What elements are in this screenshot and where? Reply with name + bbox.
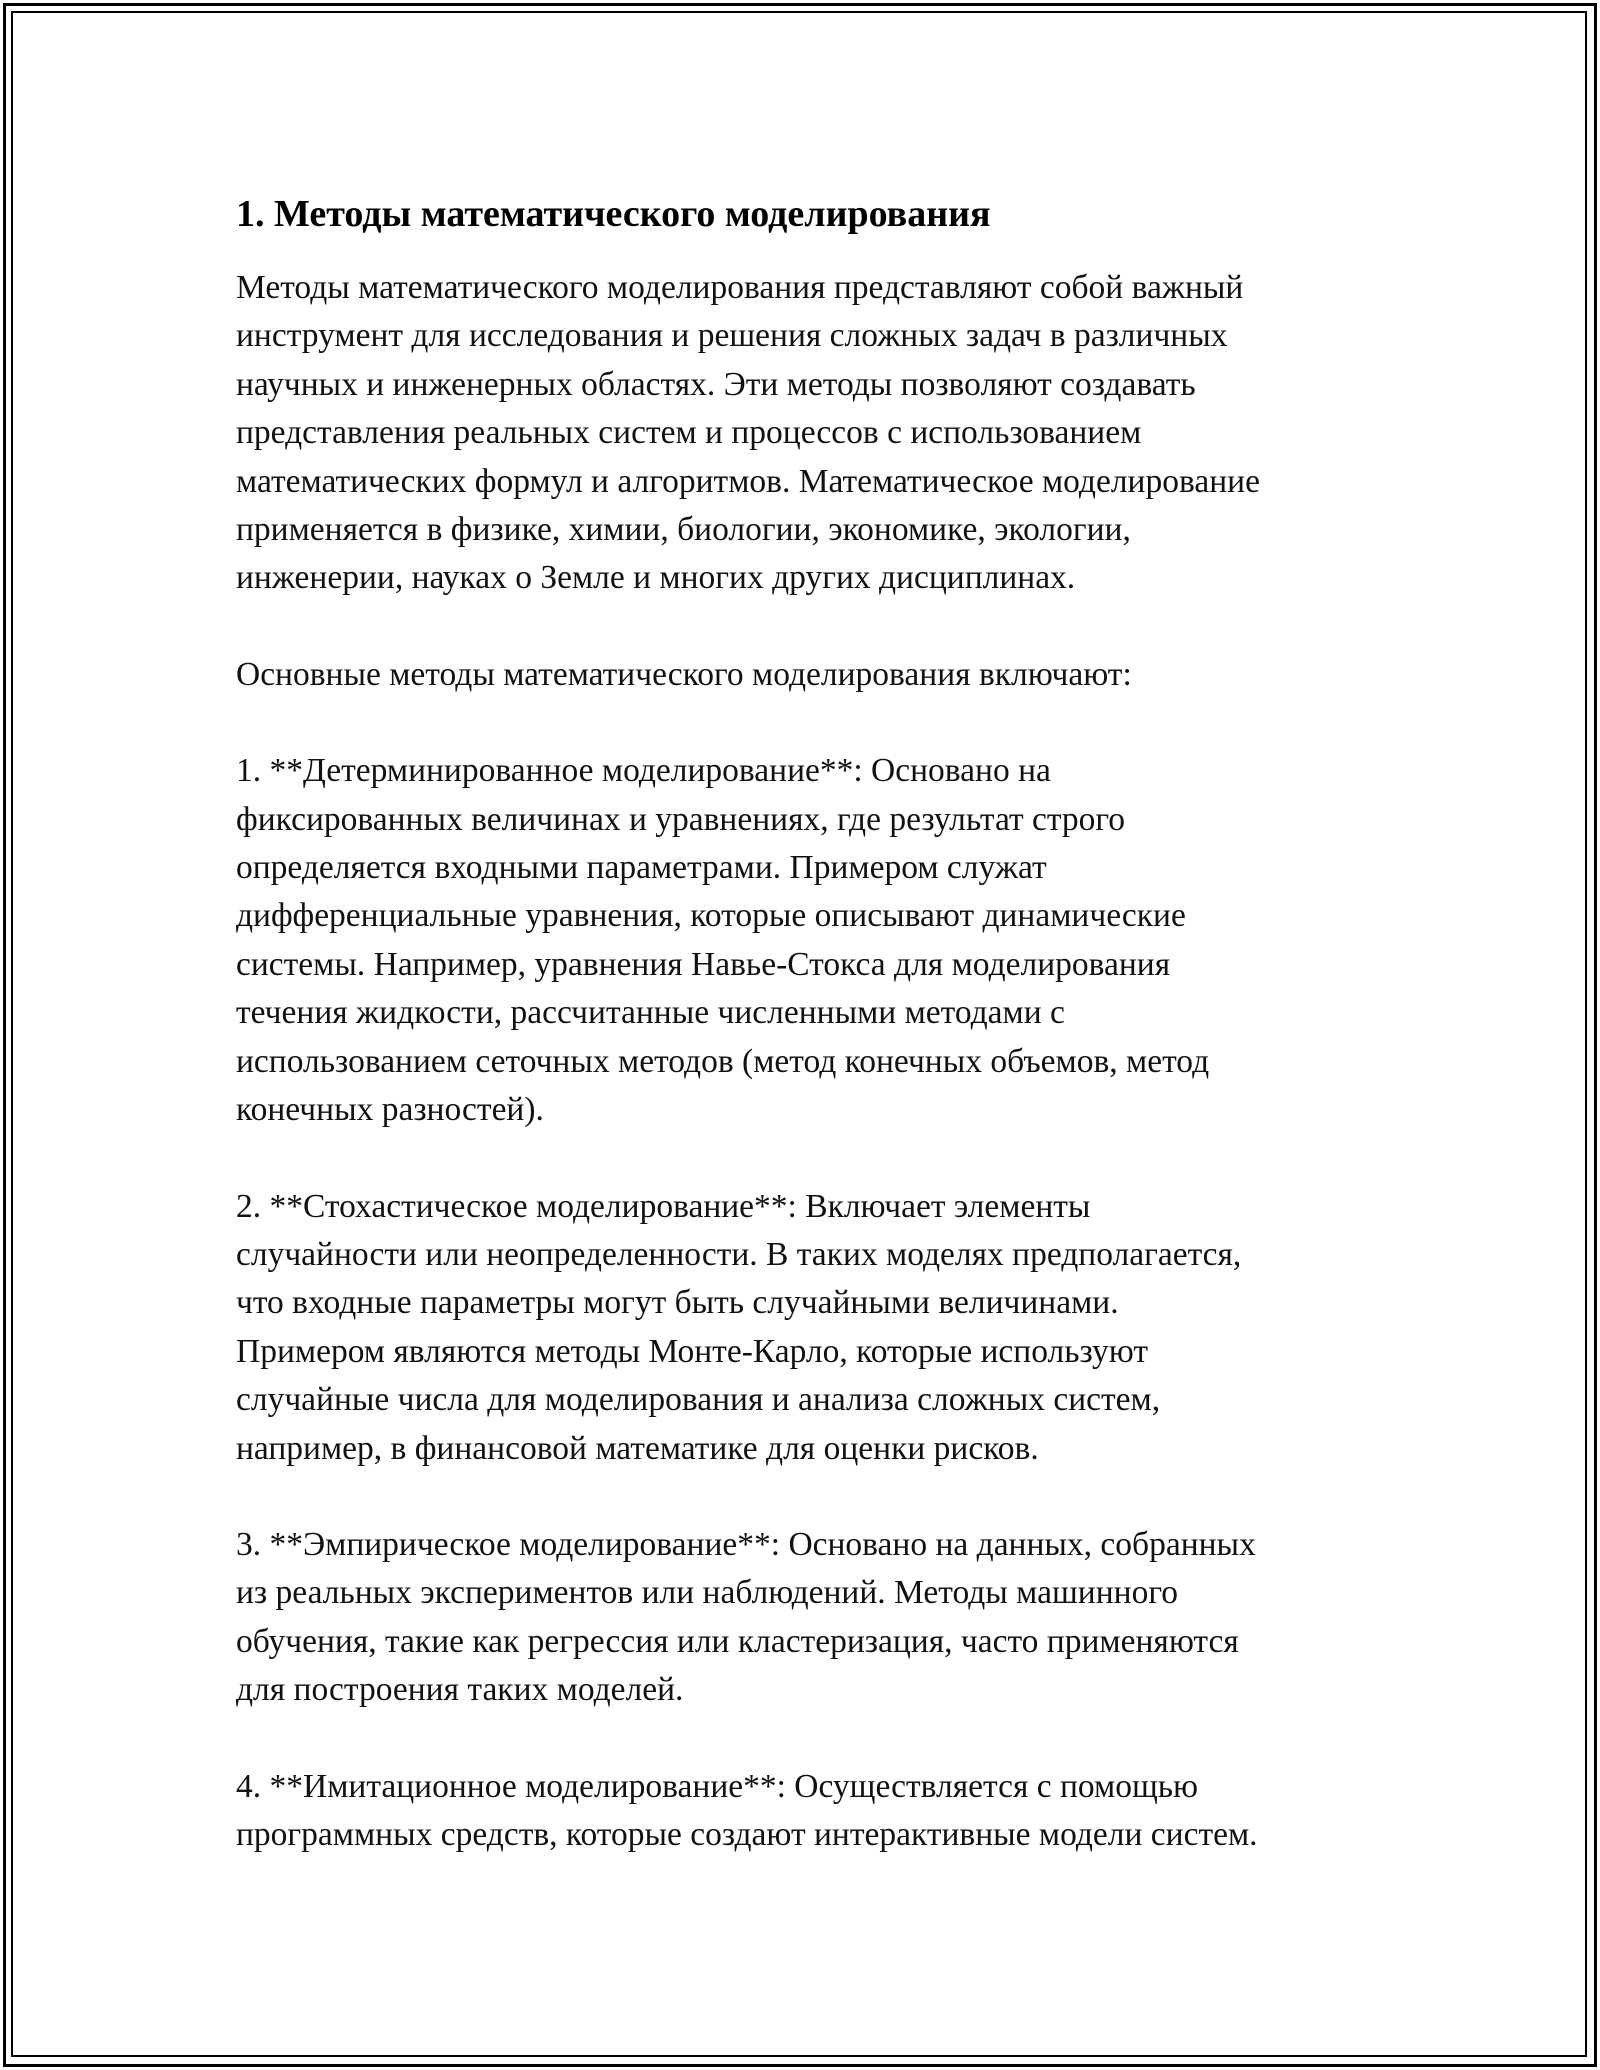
text-line: математических формул и алгоритмов. Математическое моделирование xyxy=(236,462,1260,500)
text-line: обучения, такие как регрессия или кластеризация, часто применяются xyxy=(236,1622,1239,1660)
text-line: течения жидкости, рассчитанные численными методами с xyxy=(236,994,1065,1032)
text-line: научных и инженерных областях. Эти методы позволяют создавать xyxy=(236,365,1196,403)
list-item-deterministic xyxy=(236,747,1386,1134)
section-heading: 1. Методы математического моделирования xyxy=(236,193,991,235)
methods-intro-paragraph xyxy=(236,651,1386,699)
text-line: конечных разностей). xyxy=(236,1091,544,1129)
text-line: 3. **Эмпирическое моделирование**: Основано на данных, собранных xyxy=(236,1525,1256,1563)
list-item-simulation xyxy=(236,1763,1386,1860)
text-line: что входные параметры могут быть случайными величинами. xyxy=(236,1284,1119,1322)
text-line: системы. Например, уравнения Навье-Стокса для моделирования xyxy=(236,945,1171,983)
text-line: 2. **Стохастическое моделирование**: Включает элементы xyxy=(236,1187,1091,1225)
text-line: для построения таких моделей. xyxy=(236,1671,684,1709)
text-line: программных средств, которые создают интерактивные модели систем. xyxy=(236,1815,1258,1853)
text-line: фиксированных величинах и уравнениях, где результат строго xyxy=(236,800,1126,838)
document-body xyxy=(236,186,1386,1907)
text-line: Основные методы математического моделирования включают: xyxy=(236,655,1132,693)
list-item-empirical xyxy=(236,1521,1386,1715)
text-line: 4. **Имитационное моделирование**: Осуществляется с помощью xyxy=(236,1767,1199,1805)
intro-paragraph xyxy=(236,264,1386,603)
text-line: дифференциальные уравнения, которые описывают динамические xyxy=(236,897,1186,935)
text-line: представления реальных систем и процессов с использованием xyxy=(236,414,1142,452)
text-line: использованием сеточных методов (метод конечных объемов, метод xyxy=(236,1042,1210,1080)
text-line: 1. **Детерминированное моделирование**: Основано на xyxy=(236,752,1051,790)
text-line: например, в финансовой математике для оценки рисков. xyxy=(236,1429,1039,1467)
text-line: определяется входными параметрами. Примером служат xyxy=(236,849,1047,887)
text-line: Методы математического моделирования представляют собой важный xyxy=(236,269,1244,306)
text-line: Примером являются методы Монте-Карло, которые используют xyxy=(236,1332,1149,1370)
text-line: случайные числа для моделирования и анализа сложных систем, xyxy=(236,1381,1161,1419)
text-line: случайности или неопределенности. В таких моделях предполагается, xyxy=(236,1235,1242,1273)
list-item-stochastic xyxy=(236,1183,1386,1473)
text-line: инструмент для исследования и решения сложных задач в различных xyxy=(236,317,1228,355)
text-line: применяется в физике, химии, биологии, экономике, экологии, xyxy=(236,511,1131,549)
text-line: из реальных экспериментов или наблюдений. Методы машинного xyxy=(236,1574,1178,1612)
text-line: инженерии, науках о Земле и многих других дисциплинах. xyxy=(236,559,1076,597)
